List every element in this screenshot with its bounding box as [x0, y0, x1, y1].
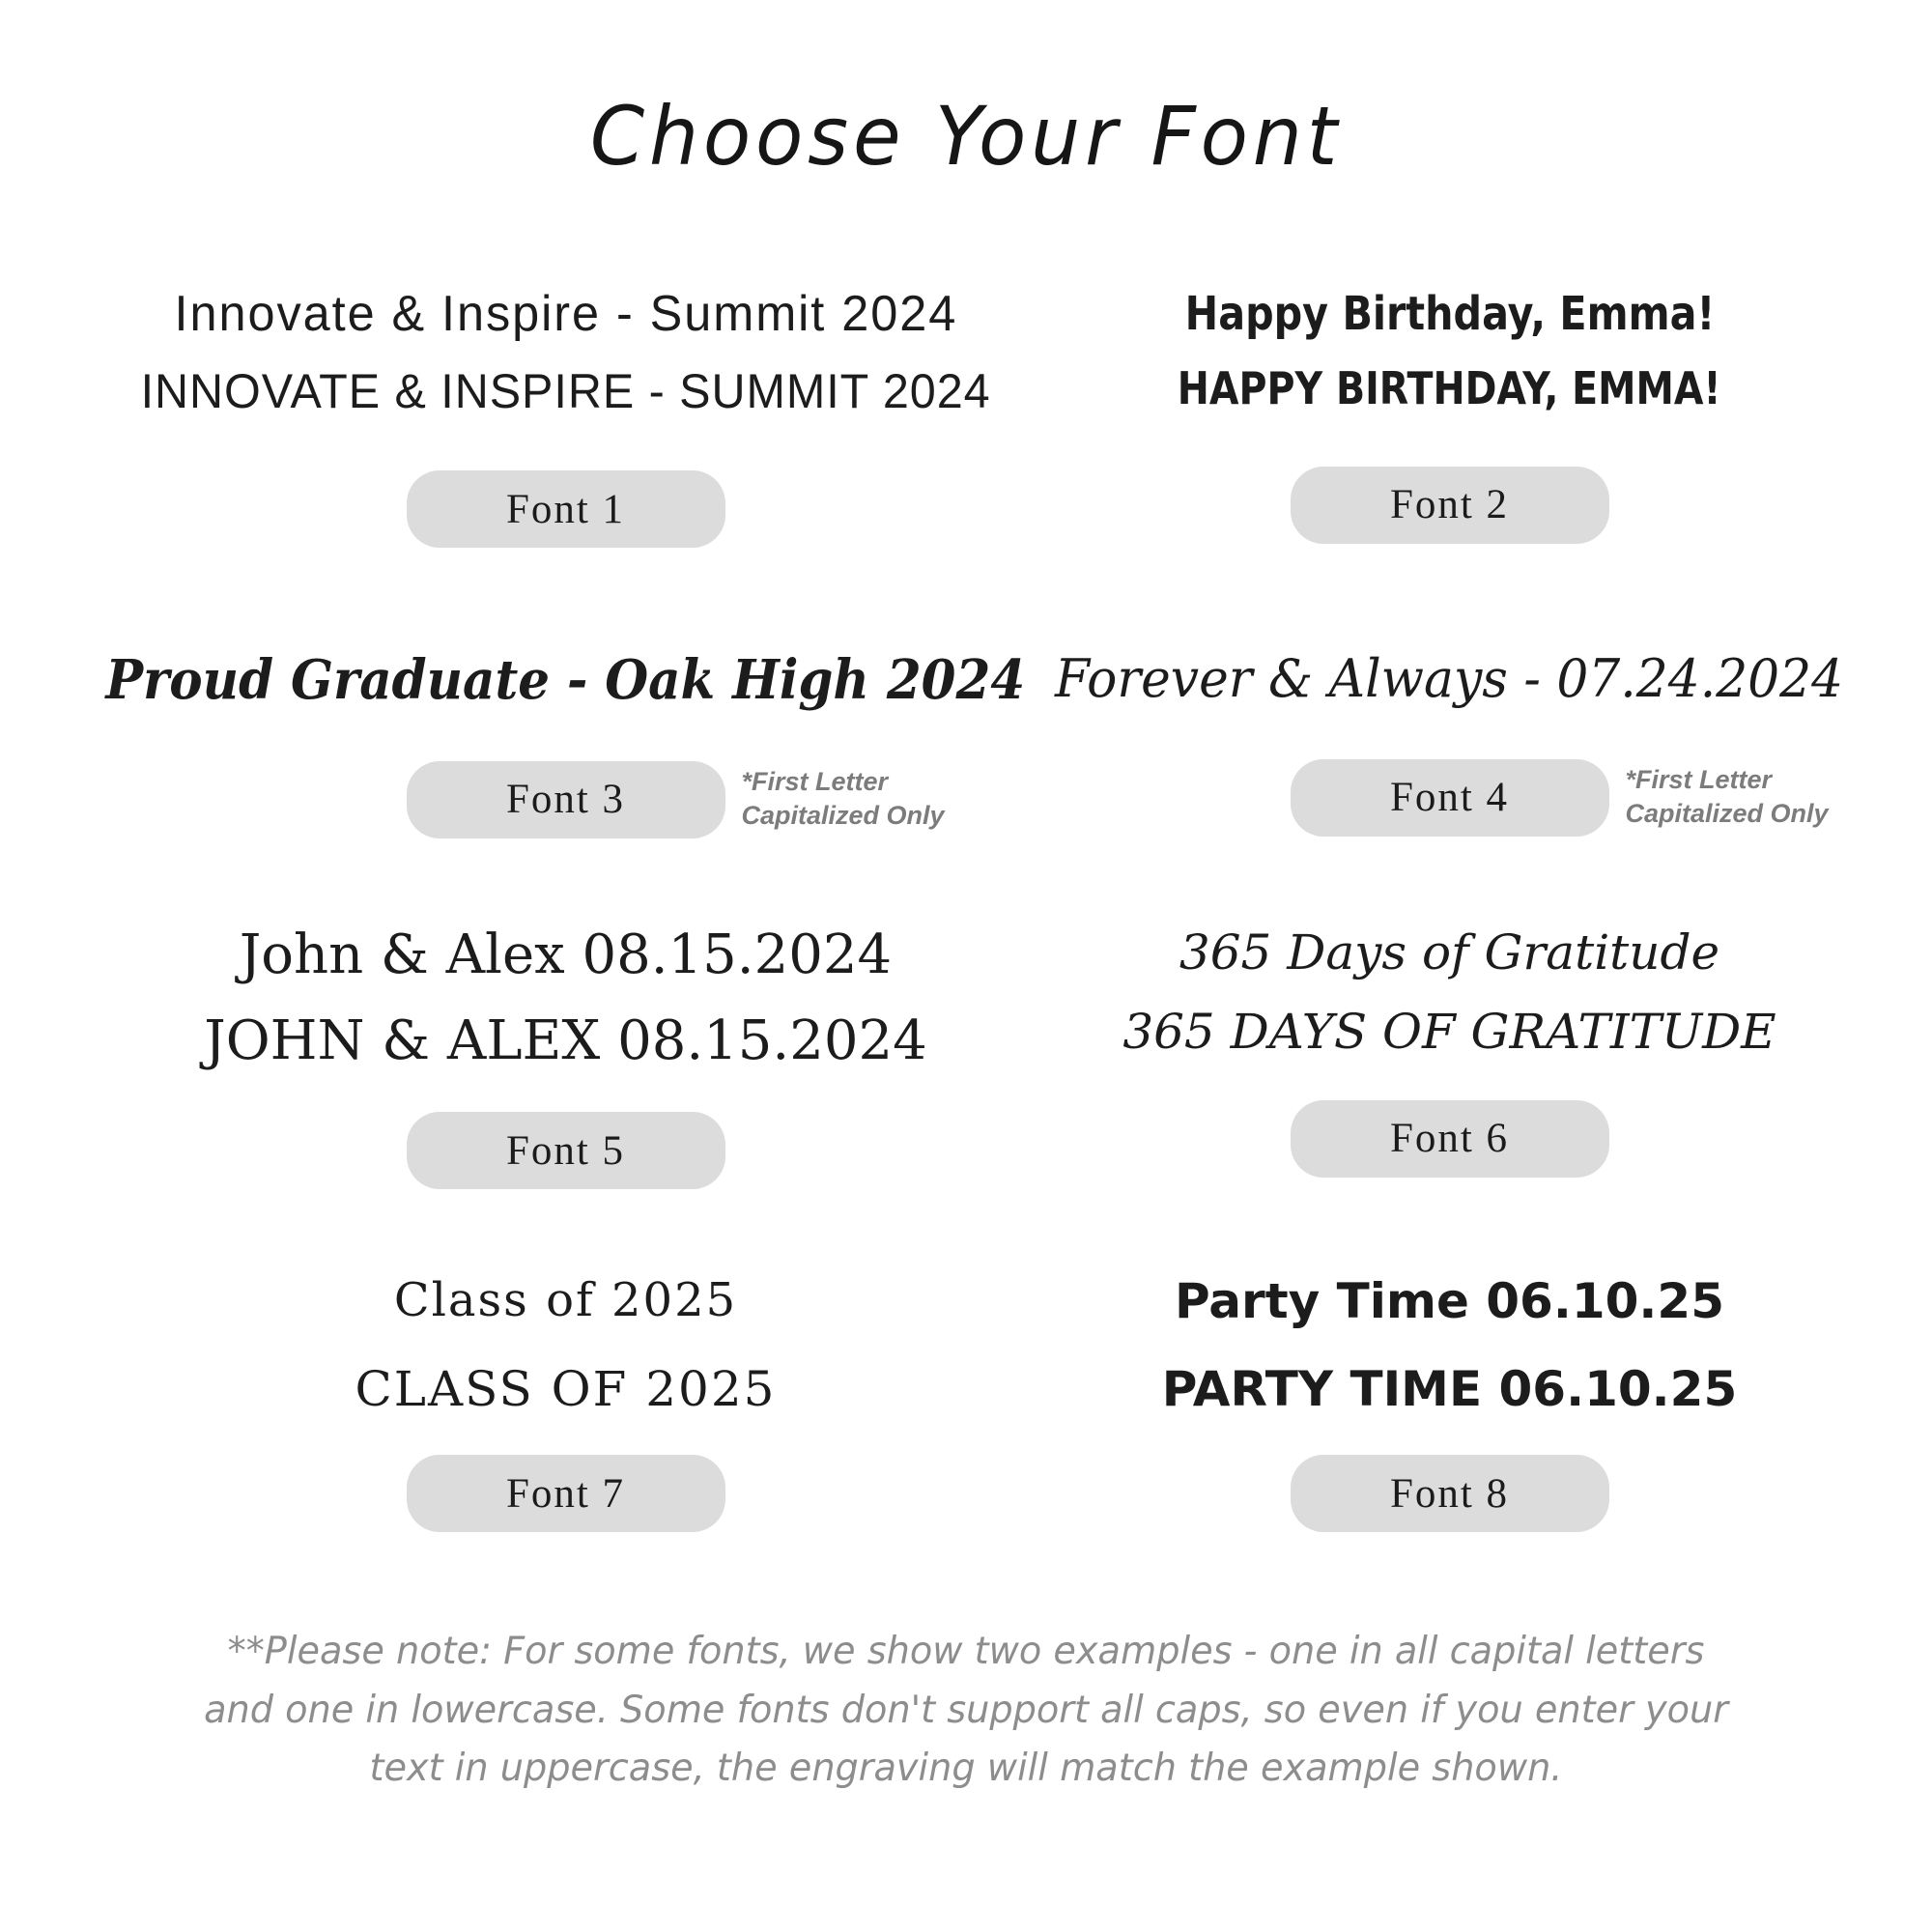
font-option-4: [1008, 642, 1891, 838]
font-7-sample-lowercase: Class of 2025: [393, 1273, 738, 1328]
font-6-sample-uppercase: 365 DAYS OF GRATITUDE: [1122, 1004, 1776, 1061]
font-6-sample-lowercase: 365 Days of Gratitude: [1179, 923, 1720, 980]
font-row-4: [124, 1272, 1932, 1532]
font-3-sample: Proud Graduate - Oak High 2024: [105, 648, 1026, 713]
font-2-button[interactable]: Font 2: [1291, 467, 1609, 544]
font-5-button[interactable]: Font 5: [407, 1112, 725, 1189]
font-option-2: [1008, 282, 1891, 548]
font-option-8: [1008, 1272, 1891, 1532]
font-6-button[interactable]: Font 6: [1291, 1100, 1609, 1178]
font-option-7: [124, 1272, 1008, 1532]
font-2-sample-lowercase: Happy Birthday, Emma!: [1184, 287, 1715, 341]
font-1-sample-uppercase: INNOVATE & INSPIRE - SUMMIT 2024: [140, 363, 991, 418]
font-option-1: [124, 282, 1008, 548]
note-line-2: Capitalized Only: [741, 800, 945, 830]
font-1-button[interactable]: Font 1: [407, 470, 725, 548]
font-8-button[interactable]: Font 8: [1291, 1455, 1609, 1532]
font-3-first-letter-note: [742, 765, 945, 833]
font-1-sample-lowercase: Innovate & Inspire - Summit 2024: [174, 286, 957, 342]
footer-note-line-3: text in uppercase, the engraving will match the example shown.: [369, 1747, 1563, 1791]
font-3-button[interactable]: Font 3: [407, 761, 725, 838]
font-5-sample-uppercase: JOHN & ALEX 08.15.2024: [204, 1009, 927, 1072]
font-option-6: [1008, 923, 1891, 1190]
font-4-first-letter-note: [1626, 763, 1829, 831]
font-4-sample: Forever & Always - 07.24.2024: [1055, 648, 1844, 710]
footer-note: [19, 1623, 1913, 1798]
font-option-5: [124, 923, 1008, 1190]
font-8-sample-uppercase: PARTY TIME 06.10.25: [1161, 1360, 1738, 1417]
page-title: Choose Your Font: [589, 89, 1343, 184]
font-8-sample-lowercase: Party Time 06.10.25: [1175, 1273, 1724, 1330]
note-line-1: *First Letter: [1625, 764, 1773, 794]
font-5-sample-lowercase: John & Alex 08.15.2024: [239, 923, 893, 986]
font-7-button[interactable]: Font 7: [407, 1455, 725, 1532]
footer-note-line-1: **Please note: For some fonts, we show two examples - one in all capital letters: [227, 1630, 1705, 1674]
font-7-sample-uppercase: CLASS OF 2025: [355, 1360, 777, 1417]
note-line-1: *First Letter: [741, 766, 889, 796]
font-2-sample-uppercase: HAPPY BIRTHDAY, EMMA!: [1178, 362, 1721, 415]
note-line-2: Capitalized Only: [1625, 798, 1829, 828]
font-4-button[interactable]: Font 4: [1291, 759, 1609, 837]
font-grid: [0, 282, 1932, 1532]
font-row-1: [124, 282, 1932, 548]
font-row-2: [105, 642, 1932, 838]
font-row-3: [124, 923, 1932, 1190]
footer-note-line-2: and one in lowercase. Some fonts don't support all caps, so even if you enter your: [204, 1688, 1728, 1732]
font-option-3: [105, 642, 1026, 838]
